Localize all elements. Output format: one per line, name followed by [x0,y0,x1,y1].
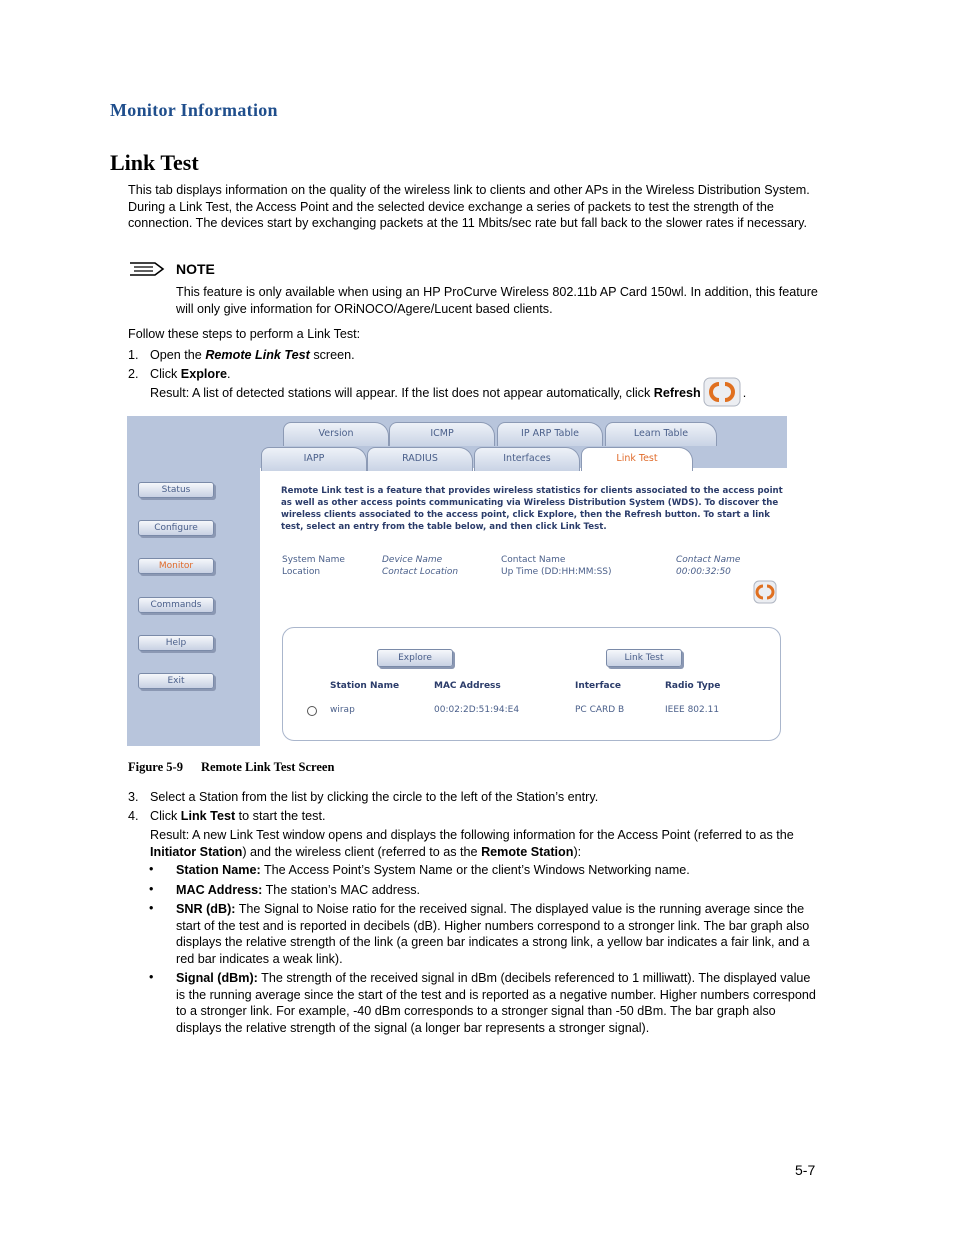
tab-iapp[interactable]: IAPP [261,447,367,471]
location-label: Location [282,567,321,577]
note-text: This feature is only available when using an HP ProCurve Wireless 802.11b AP Card 150wl. In addition, this feature will only give information for ORiNOCO/Agere/Lucent based clients. [176,285,818,316]
system-name-label: System Name [282,555,345,565]
tab-link-test[interactable]: Link Test [581,447,693,471]
link-test-description: Remote Link test is a feature that provides wireless statistics for clients associated to the access point as well as other access points communicating via Wireless Distribution System (WDS). To discover the wireless clients associated to the access point, click Explore, then the Refresh button. To start a link test, select an entry from the table below, and then click Link Test. [281,486,783,532]
step-3: Select a Station from the list by clicking the circle to the left of the Station’s entry. [150,790,599,804]
radio-type-cell: IEEE 802.11 [665,705,720,715]
link-test-button[interactable]: Link Test [606,649,682,667]
tab-radius[interactable]: RADIUS [367,447,473,471]
contact-name-label: Contact Name [501,555,566,565]
step-4: Click Link Test to start the test. [150,809,326,823]
nav-configure-button[interactable]: Configure [138,520,214,536]
explore-button[interactable]: Explore [377,649,453,667]
figure-caption: Figure 5-9 Remote Link Test Screen [128,760,335,774]
step-3-number: 3. [128,790,139,804]
station-name-cell: wirap [330,705,355,715]
refresh-icon [703,377,741,407]
step-1-number: 1. [128,348,139,362]
nav-status-button[interactable]: Status [138,482,214,498]
note-label: NOTE [176,261,215,277]
tab-interfaces[interactable]: Interfaces [474,447,580,471]
section-heading: Monitor Information [110,100,278,120]
bullet-marker: • [149,901,154,915]
column-mac-address: MAC Address [434,681,501,691]
tab-ip-arp-table[interactable]: IP ARP Table [497,422,603,446]
step-2-number: 2. [128,367,139,381]
tab-learn-table[interactable]: Learn Table [605,422,717,446]
step-2-result: Result: A list of detected stations will appear. If the list does not appear automatically, click Refresh . [150,385,746,402]
column-interface: Interface [575,681,622,691]
mac-address-cell: 00:02:2D:51:94:E4 [434,705,520,715]
bullet-snr: SNR (dB): The Signal to Noise ratio for the received signal. The displayed value is the running average since the start of the test and is reported in decibels (dB). Higher numbers correspond to a stronger link. The bar graph also displays the relative strength of the link (a green bar indicates a strong link, a yellow bar indicates a fair link, and a red bar indicates a weak link). [176,902,810,966]
intro-paragraph: This tab displays information on the quality of the wireless link to clients and other APs in the Wireless Distribution System. During a Link Test, the Access Point and the selected device exchange a series of packets to test the strength of the connection. The devices start by exchanging packets at the 11 Mbits/sec rate but fall back to the slower rates if necessary. [128,183,810,231]
bullet-marker: • [149,862,154,876]
tab-version[interactable]: Version [283,422,389,446]
station-list-panel [282,627,781,741]
bullet-mac-address: MAC Address: The station’s MAC address. [176,883,421,897]
uptime-value: 00:00:32:50 [676,567,731,577]
column-station-name: Station Name [330,681,400,691]
bullet-marker: • [149,882,154,896]
side-nav-panel [127,416,260,746]
uptime-label: Up Time (DD:HH:MM:SS) [501,567,612,577]
page-title: Link Test [110,150,199,175]
bullet-signal: Signal (dBm): The strength of the received signal in dBm (decibels referenced to 1 milliwatt). The displayed value is the running average since the start of the test and is reported as a negative number. Higher numbers correspond to a stronger link. For example, -40 dBm corresponds to a stronger signal than -50 dBm. The bar graph also displays the relative strength of the signal (a longer bar represents a stronger signal). [176,971,816,1035]
nav-help-button[interactable]: Help [138,635,214,651]
refresh-icon[interactable] [753,580,777,604]
note-pencil-icon [129,260,165,278]
bullet-marker: • [149,970,154,984]
step-4-result: Result: A new Link Test window opens and displays the following information for the Access Point (referred to as the Initiator Station) and the wireless client (referred to as the Remote Station): [150,828,794,859]
tab-icmp[interactable]: ICMP [389,422,495,446]
page-number: 5-7 [795,1162,816,1178]
station-radio-button[interactable] [307,706,317,716]
system-name-value: Device Name [382,555,443,565]
step-1: Open the Remote Link Test screen. [150,348,355,362]
column-radio-type: Radio Type [665,681,721,691]
contact-name-value: Contact Name [676,555,741,565]
nav-monitor-button[interactable]: Monitor [138,558,214,574]
remote-link-test-screenshot [127,416,787,746]
bullet-station-name: Station Name: The Access Point’s System Name or the client’s Windows Networking name. [176,863,690,877]
nav-exit-button[interactable]: Exit [138,673,214,689]
location-value: Contact Location [382,567,459,577]
step-4-number: 4. [128,809,139,823]
steps-intro: Follow these steps to perform a Link Test: [128,327,361,341]
nav-commands-button[interactable]: Commands [138,597,214,613]
step-2: Click Explore. [150,367,231,381]
interface-cell: PC CARD B [575,705,625,715]
